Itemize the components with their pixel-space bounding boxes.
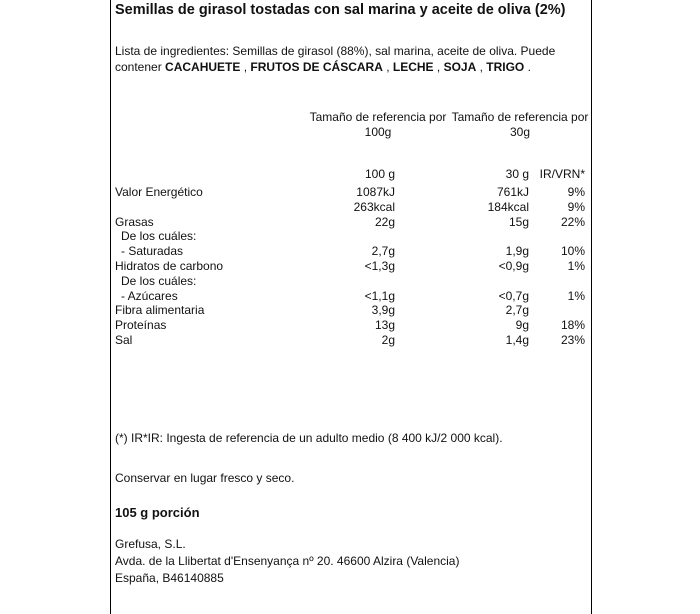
allergen-separator: , (382, 60, 393, 74)
row-label: Valor Energético (115, 185, 203, 199)
row-value-ir: 10% (560, 244, 585, 258)
footnote: (*) IR*IR: Ingesta de referencia de un adulto medio (8 400 kJ/2 000 kcal). (115, 431, 503, 445)
nutrition-label (110, 0, 592, 614)
row-value-100g: 2,7g (371, 244, 395, 258)
ref-100g-header-line2: 100g (364, 125, 392, 139)
row-label: Grasas (115, 215, 154, 229)
ref-30g-header-line2: 30g (509, 125, 531, 139)
allergen-cacahuete: CACAHUETE (165, 60, 241, 74)
row-value-30g: <0,7g (498, 289, 529, 303)
allergen-separator: , (476, 60, 487, 74)
row-value-ir: 9% (567, 185, 585, 199)
column-ir-vrn: IR/VRN* (539, 167, 585, 181)
row-value-100g: 2g (381, 333, 395, 347)
allergen-soja: SOJA (443, 60, 477, 74)
ingredients-text: Lista de ingredientes: Semillas de girasol (88%), sal marina, aceite de oliva. Puede contener (115, 44, 556, 74)
table-row (111, 185, 591, 200)
row-value-100g: 13g (374, 318, 395, 332)
allergen-leche: LECHE (392, 60, 434, 74)
row-value-30g: 1,9g (505, 244, 529, 258)
company-address: Avda. de la Llibertat d'Ensenyança nº 20. 46600 Alzira (Valencia) (115, 554, 460, 568)
table-row (111, 303, 591, 318)
row-value-ir: 1% (567, 289, 585, 303)
row-value-30g: 9g (515, 318, 529, 332)
row-value-ir: 9% (567, 200, 585, 214)
row-label: De los cuáles: (121, 274, 197, 288)
portion-size: 105 g porción (115, 505, 200, 520)
column-header-row (111, 167, 591, 182)
row-value-30g: 15g (508, 215, 529, 229)
row-label: - Saturadas (121, 244, 184, 258)
ref-30g-header (447, 110, 593, 140)
allergen-separator: , (433, 60, 444, 74)
row-value-100g: 3,9g (371, 303, 395, 317)
table-row (111, 229, 591, 244)
column-30g: 30 g (505, 167, 529, 181)
table-row (111, 215, 591, 230)
table-row (111, 318, 591, 333)
row-value-30g: 761kJ (496, 185, 529, 199)
row-value-ir: 1% (567, 259, 585, 273)
table-row (111, 244, 591, 259)
company-country-cif: España, B46140885 (115, 571, 224, 585)
table-row (111, 259, 591, 274)
table-row (111, 274, 591, 289)
row-value-30g: 2,7g (505, 303, 529, 317)
row-value-100g: <1,3g (364, 259, 395, 273)
row-value-100g: 1087kJ (356, 185, 395, 199)
row-value-100g: <1,1g (364, 289, 395, 303)
row-value-100g: 22g (374, 215, 395, 229)
row-value-ir: 23% (560, 333, 585, 347)
company-name: Grefusa, S.L. (115, 537, 186, 551)
row-value-ir: 22% (560, 215, 585, 229)
ingredients-end: . (524, 60, 531, 74)
ref-100g-header-line1: Tamaño de referencia por (309, 110, 447, 124)
row-label: Fibra alimentaria (115, 303, 205, 317)
row-label: Proteínas (115, 318, 167, 332)
ingredients-list (115, 43, 585, 75)
table-row (111, 200, 591, 215)
row-value-100g: 263kcal (353, 200, 395, 214)
ref-100g-header (305, 110, 451, 140)
row-value-30g: 1,4g (505, 333, 529, 347)
product-title: Semillas de girasol tostadas con sal marina y aceite de oliva (2%) (115, 2, 566, 18)
row-value-30g: 184kcal (487, 200, 529, 214)
ref-30g-header-line1: Tamaño de referencia por (451, 110, 589, 124)
row-value-30g: <0,9g (498, 259, 529, 273)
column-100g: 100 g (364, 167, 395, 181)
table-row (111, 289, 591, 304)
table-row (111, 333, 591, 348)
row-label: Sal (115, 333, 133, 347)
allergen-separator: , (240, 60, 251, 74)
row-label: - Azúcares (121, 289, 178, 303)
allergen-trigo: TRIGO (486, 60, 525, 74)
row-value-ir: 18% (560, 318, 585, 332)
allergen-frutos-de-cascara: FRUTOS DE CÁSCARA (250, 60, 383, 74)
storage-instructions: Conservar en lugar fresco y seco. (115, 471, 295, 485)
row-label: Hidratos de carbono (115, 259, 224, 273)
row-label: De los cuáles: (121, 229, 197, 243)
